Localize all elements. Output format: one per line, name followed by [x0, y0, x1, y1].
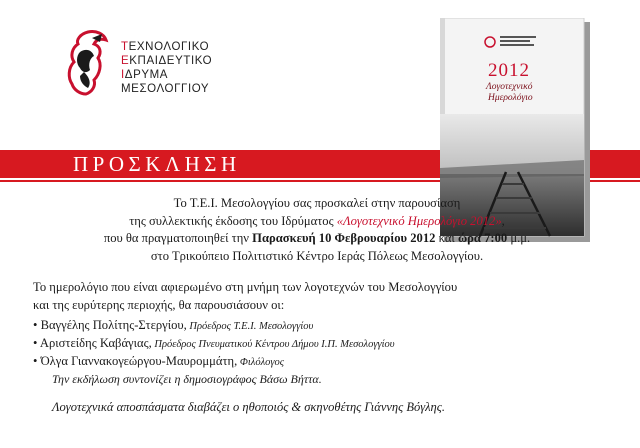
intro-line-3: που θα πραγματοποιηθεί την Παρασκευή 10 Φεβρουαρίου 2012 και ώρα 7:00 μ.μ. [103, 231, 531, 246]
org-line-4: ΜΕΣΟΛΟΓΓΙΟΥ [121, 83, 210, 95]
tei-logo-icon [66, 28, 110, 98]
event-time: ώρα 7:00 [457, 231, 508, 246]
dedication-line-1: Το ημερολόγιο που είναι αφιερωμένο στη μνήμη των λογοτεχνών του Μεσολογγίου [33, 280, 458, 294]
intro-line-2: της συλλεκτικής έκδοσης του Ιδρύματος «Λογοτεχνικό Ημερολόγιο 2012», [129, 213, 505, 228]
org-line-1: ΤΕΧΝΟΛΟΓΙΚΟ [121, 41, 210, 53]
book-year: 2012 [488, 60, 530, 81]
dedication-paragraph [33, 279, 613, 314]
page-title: ΠΡΟΣΚΛΗΣΗ [73, 152, 241, 176]
event-title: «Λογοτεχνικό Ημερολόγιο 2012» [336, 213, 502, 228]
org-line-3: ΙΔΡΥΜΑ [121, 69, 169, 81]
book-subtitle-2: Ημερολόγιο [488, 93, 533, 103]
intro-line-1: Το Τ.Ε.Ι. Μεσολογγίου σας προσκαλεί στην παρουσίαση [173, 196, 461, 210]
intro-line-4: στο Τρικούπειο Πολιτιστικό Κέντρο Ιεράς Πόλεως Μεσολογγίου. [150, 248, 484, 263]
org-line-2: ΕΚΠΑΙΔΕΥΤΙΚΟ [121, 55, 213, 67]
coordinator-text: Την εκδήλωση συντονίζει η δημοσιογράφος Βάσω Βήττα. [52, 372, 322, 386]
event-date: Παρασκευή 10 Φεβρουαρίου 2012 [252, 231, 436, 246]
speaker-item: • Αριστείδης Καβάγιας, Πρόεδρος Πνευματικού Κέντρου Δήμου Ι.Π. Μεσολογγίου [33, 336, 395, 350]
speaker-item: • Όλγα Γιαννακογεώργου-Μαυρομμάτη, Φιλόλογος [33, 354, 285, 368]
intro-paragraph [77, 195, 557, 265]
book-subtitle-1: Λογοτεχνικό [486, 82, 533, 92]
organization-name [121, 40, 212, 96]
readers-text: Λογοτεχνικά αποσπάσματα διαβάζει ο ηθοποιός & σκηνοθέτης Γιάννης Βόγλης. [52, 400, 445, 414]
speaker-item: • Βαγγέλης Πολίτης-Στεργίου, Πρόεδρος Τ.Ε.Ι. Μεσολογγίου [33, 318, 314, 332]
dedication-line-2: και της ευρύτερης περιοχής, θα παρουσιάσουν οι: [33, 297, 285, 312]
